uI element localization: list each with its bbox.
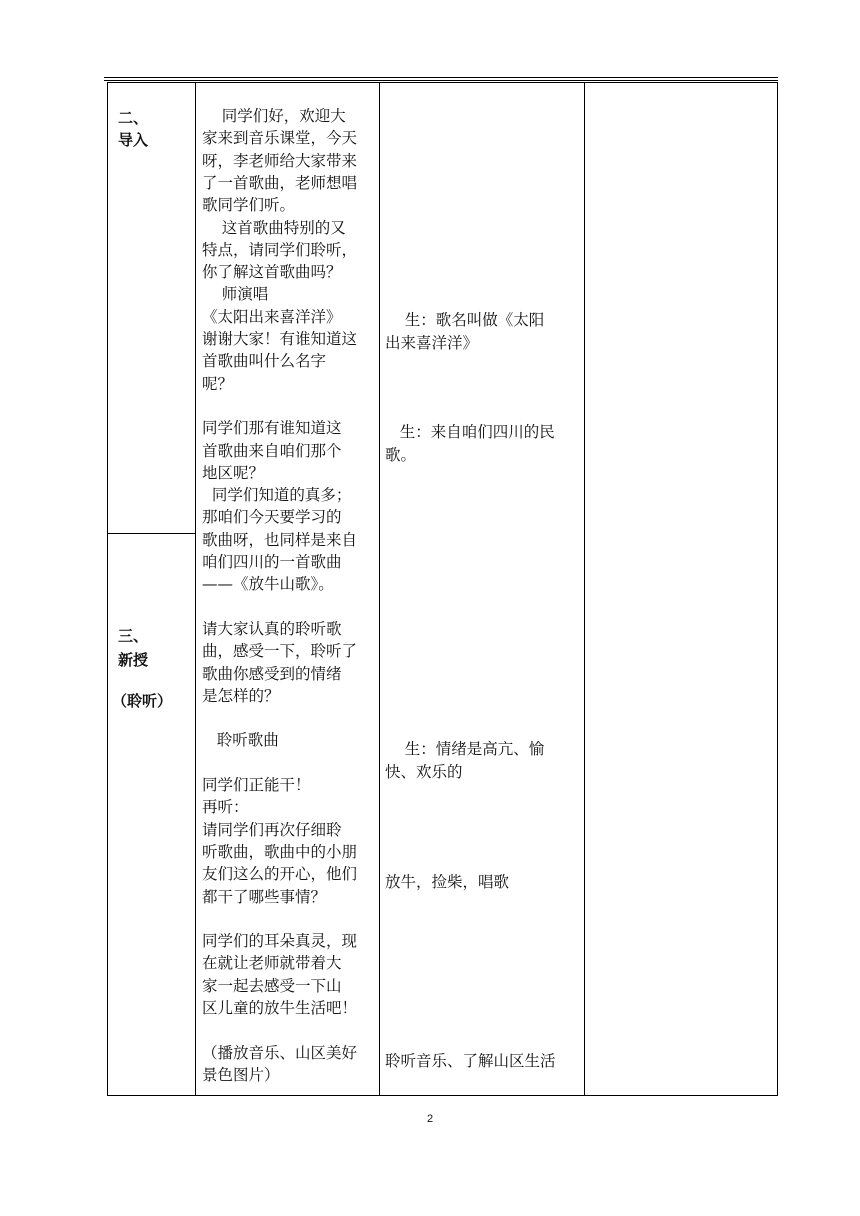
teacher-text-line: 那咱们今天要学习的: [202, 508, 342, 527]
teacher-text-line: ——《放牛山歌》。: [202, 575, 334, 594]
teacher-text-line: 呀，李老师给大家带来: [202, 151, 358, 170]
teacher-text-line: 曲，感受一下，聆听了: [202, 642, 358, 661]
teacher-text-line: 区儿童的放牛生活吧！: [202, 999, 358, 1017]
header-rule-top: [104, 77, 778, 78]
page-number: 2: [426, 1113, 434, 1125]
column-divider: [379, 83, 380, 1095]
teacher-text-line: 在就让老师就带着大: [202, 954, 342, 973]
teacher-text-line: 聆听歌曲: [202, 731, 279, 750]
teacher-text-line: 《太阳出来喜洋洋》: [202, 307, 342, 326]
section-subtitle-listening: （聆听）: [112, 692, 173, 710]
teacher-text-line: 地区呢？: [202, 463, 265, 482]
student-response: 生：情绪是高亢、愉: [385, 740, 545, 758]
teacher-text-line: 首歌曲叫什么名字: [202, 352, 327, 371]
student-response: 放牛，捡柴，唱歌: [385, 873, 510, 891]
section-number-2: 二、: [118, 109, 149, 127]
teacher-text-line: 歌同学们听。: [202, 196, 296, 215]
lesson-table: [107, 82, 778, 1096]
teacher-text-line: 听歌曲，歌曲中的小朋: [202, 842, 358, 861]
teacher-text-line: 咱们四川的一首歌曲: [202, 553, 342, 571]
teacher-text-line: 特点，请同学们聆听，: [202, 240, 358, 259]
column-divider: [195, 83, 196, 1095]
student-response: 生：歌名叫做《太阳: [385, 311, 545, 329]
teacher-text-line: 请同学们再次仔细聆: [202, 820, 342, 839]
section-title-new: 新授: [118, 651, 149, 669]
section-number-3: 三、: [118, 627, 149, 645]
teacher-text-line: 友们这么的开心，他们: [202, 865, 358, 884]
teacher-text-line: 同学们的耳朵真灵，现: [202, 932, 358, 951]
student-response: 出来喜洋洋》: [385, 334, 479, 352]
teacher-text-line: 同学们那有谁知道这: [202, 419, 342, 438]
section-title-intro: 导入: [118, 131, 149, 149]
teacher-text-line: 家来到音乐课堂，今天: [202, 129, 358, 148]
header-rule-bottom: [104, 80, 778, 81]
teacher-text-line: 了一首歌曲，老师想唱: [202, 173, 358, 192]
teacher-text-line: 首歌曲来自咱们那个: [202, 441, 342, 460]
teacher-text-line: 请大家认真的聆听歌: [202, 619, 342, 638]
teacher-text-line: 这首歌曲特别的又: [202, 218, 346, 237]
teacher-text-line: 歌曲你感受到的情绪: [202, 664, 342, 683]
section-divider: [108, 533, 195, 534]
teacher-text-line: 景色图片）: [202, 1065, 280, 1084]
teacher-text-line: （播放音乐、山区美好: [202, 1043, 358, 1062]
teacher-text-line: 歌曲呀，也同样是来自: [202, 530, 358, 549]
teacher-text-line: 家一起去感受一下山: [202, 976, 342, 995]
teacher-text-line: 同学们好，欢迎大: [202, 107, 346, 125]
student-response: 快、欢乐的: [385, 763, 463, 781]
teacher-text-line: 同学们正能干！: [202, 776, 311, 794]
student-response: 聆听音乐、了解山区生活: [385, 1052, 556, 1070]
student-response: 歌。: [385, 446, 417, 464]
teacher-text-line: 呢？: [202, 374, 234, 393]
teacher-text-line: 同学们知道的真多；: [202, 486, 352, 505]
teacher-text-line: 谢谢大家！有谁知道这: [202, 330, 358, 348]
teacher-text-line: 师演唱: [202, 285, 269, 304]
student-response: 生：来自咱们四川的民: [385, 423, 555, 441]
teacher-text-line: 是怎样的？: [202, 686, 280, 705]
teacher-text-line: 再听：: [202, 798, 249, 817]
teacher-text-line: 都干了哪些事情？: [202, 887, 327, 906]
column-divider: [584, 83, 585, 1095]
teacher-text-line: 你了解这首歌曲吗？: [202, 263, 342, 282]
